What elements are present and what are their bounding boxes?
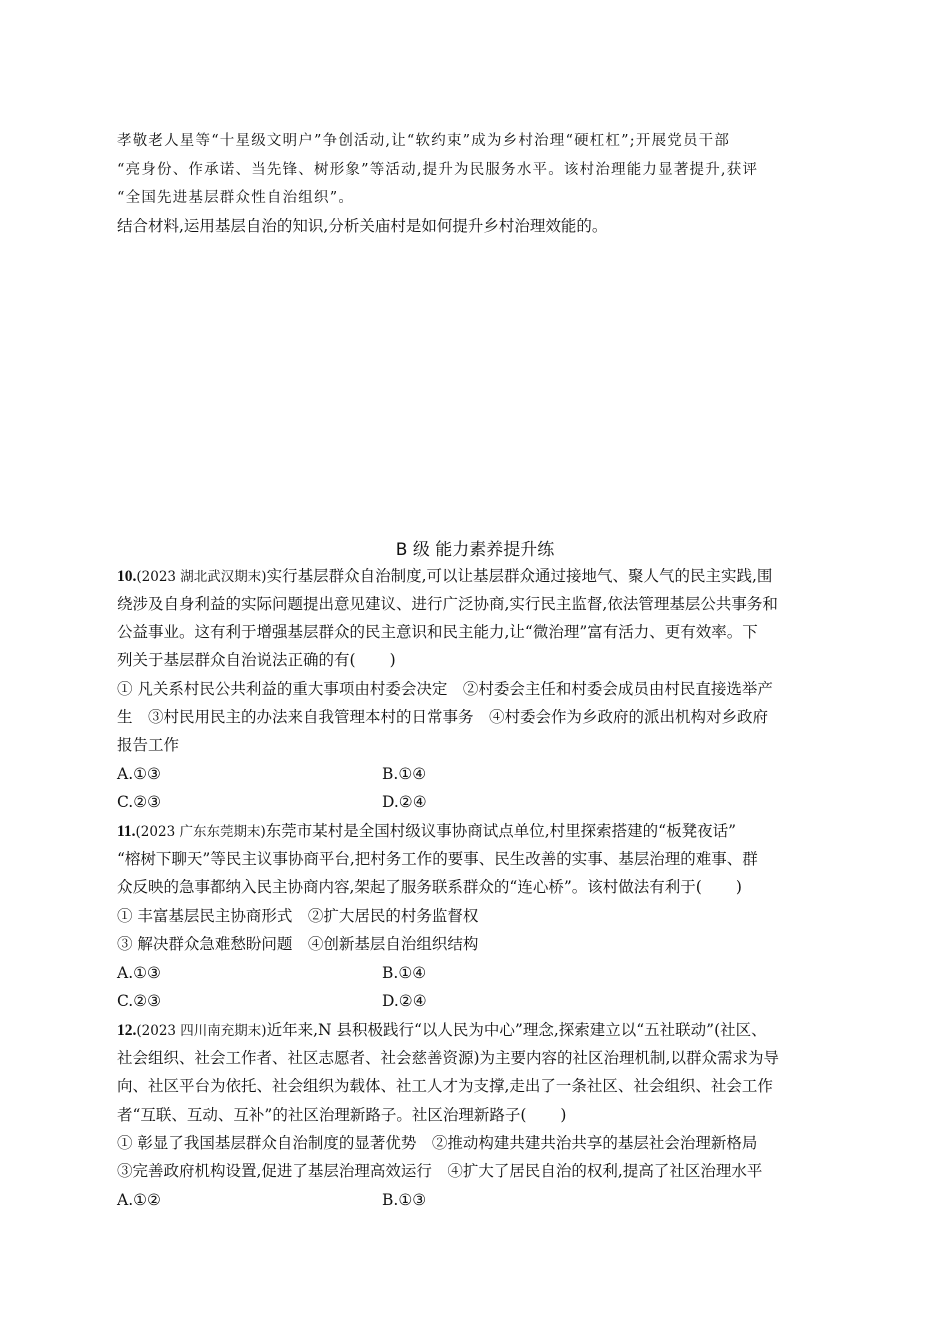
option-d[interactable]: D.②④ xyxy=(382,992,427,1010)
option-b[interactable]: B.①④ xyxy=(382,964,427,982)
question-11-statement: ③ 解决群众急难愁盼问题 ④创新基层自治组织结构 xyxy=(117,935,479,953)
option-c[interactable]: C.②③ xyxy=(117,793,162,811)
question-10-statement: 报告工作 xyxy=(117,736,180,754)
question-11-statement: ① 丰富基层民主协商形式 ②扩大居民的村务监督权 xyxy=(117,907,479,925)
question-12-stem-line: 12.(2023 四川南充期末)近年来,N 县积极践行“以人民为中心”理念,探索建立以“五社联动”(社区、 xyxy=(117,1021,767,1039)
option-a[interactable]: A.①③ xyxy=(117,765,161,783)
question-11-options-row xyxy=(117,991,427,1011)
option-a[interactable]: A.①③ xyxy=(117,964,161,982)
question-10-stem-line: 公益事业。这有利于增强基层群众的民主意识和民主能力,让“微治理”富有活力、更有效率。下 xyxy=(117,623,758,641)
question-number: 12. xyxy=(117,1022,137,1039)
question-11-stem-line: 11.(2023 广东东莞期末)东莞市某村是全国村级议事协商试点单位,村里探索搭建的“板凳夜话” xyxy=(117,822,736,840)
option-a[interactable]: A.①② xyxy=(117,1191,161,1209)
question-12-statement: ① 彰显了我国基层群众自治制度的显著优势 ②推动构建共建共治共享的基层社会治理新格局 xyxy=(117,1134,758,1152)
question-number: 11. xyxy=(117,823,136,840)
question-12-stem-line: 社会组织、社会工作者、社区志愿者、社会慈善资源)为主要内容的社区治理机制,以群众需求为导 xyxy=(117,1049,779,1067)
question-10-stem-line: 列关于基层群众自治说法正确的有( ) xyxy=(117,651,396,669)
question-10-options-row xyxy=(117,792,427,812)
question-task: 结合材料,运用基层自治的知识,分析关庙村是如何提升乡村治理效能的。 xyxy=(117,217,608,235)
question-11-stem-line: 众反映的急事都纳入民主协商内容,架起了服务联系群众的“连心桥”。该村做法有利于( ) xyxy=(117,878,742,896)
question-12-stem-line: 向、社区平台为依托、社会组织为载体、社工人才为支撑,走出了一条社区、社会组织、社会工作 xyxy=(117,1077,773,1095)
question-10-statement: ① 凡关系村民公共利益的重大事项由村委会决定 ②村委会主任和村委会成员由村民直接选举产 xyxy=(117,680,773,698)
question-11-options-row xyxy=(117,963,427,983)
question-10-statement: 生 ③村民用民主的办法来自我管理本村的日常事务 ④村委会作为乡政府的派出机构对乡政府 xyxy=(117,708,769,726)
question-10-stem-line: 绕涉及自身利益的实际问题提出意见建议、进行广泛协商,实行民主监督,依法管理基层公共事务和 xyxy=(117,595,778,613)
question-source: (2023 湖北武汉期末) xyxy=(136,569,267,585)
section-title: B 级 能力素养提升练 xyxy=(395,540,555,560)
option-b[interactable]: B.①④ xyxy=(382,765,427,783)
question-source: (2023 广东东莞期末) xyxy=(135,824,266,840)
question-number: 10. xyxy=(117,568,137,585)
question-12-options-row xyxy=(117,1190,427,1210)
question-10-options-row xyxy=(117,764,427,784)
material-line: 孝敬老人星等“十星级文明户”争创活动,让“软约束”成为乡村治理“硬杠杠”;开展党员干部 xyxy=(117,133,731,149)
option-c[interactable]: C.②③ xyxy=(117,992,162,1010)
question-12-statement: ③完善政府机构设置,促进了基层治理高效运行 ④扩大了居民自治的权利,提高了社区治理水平 xyxy=(117,1162,763,1180)
question-11-stem-line: “榕树下聊天”等民主议事协商平台,把村务工作的要事、民生改善的实事、基层治理的难事、群 xyxy=(117,850,758,868)
option-b[interactable]: B.①③ xyxy=(382,1191,427,1209)
question-source: (2023 四川南充期末) xyxy=(136,1023,267,1039)
material-line: “亮身份、作承诺、当先锋、树形象”等活动,提升为民服务水平。该村治理能力显著提升,获评 xyxy=(117,162,759,178)
question-12-stem-line: 者“互联、互动、互补”的社区治理新路子。社区治理新路子( ) xyxy=(117,1106,567,1124)
option-d[interactable]: D.②④ xyxy=(382,793,427,811)
question-10-stem-line: 10.(2023 湖北武汉期末)实行基层群众自治制度,可以让基层群众通过接地气、聚人气的民主实践,围 xyxy=(117,567,773,585)
material-line: “全国先进基层群众性自治组织”。 xyxy=(117,190,355,206)
